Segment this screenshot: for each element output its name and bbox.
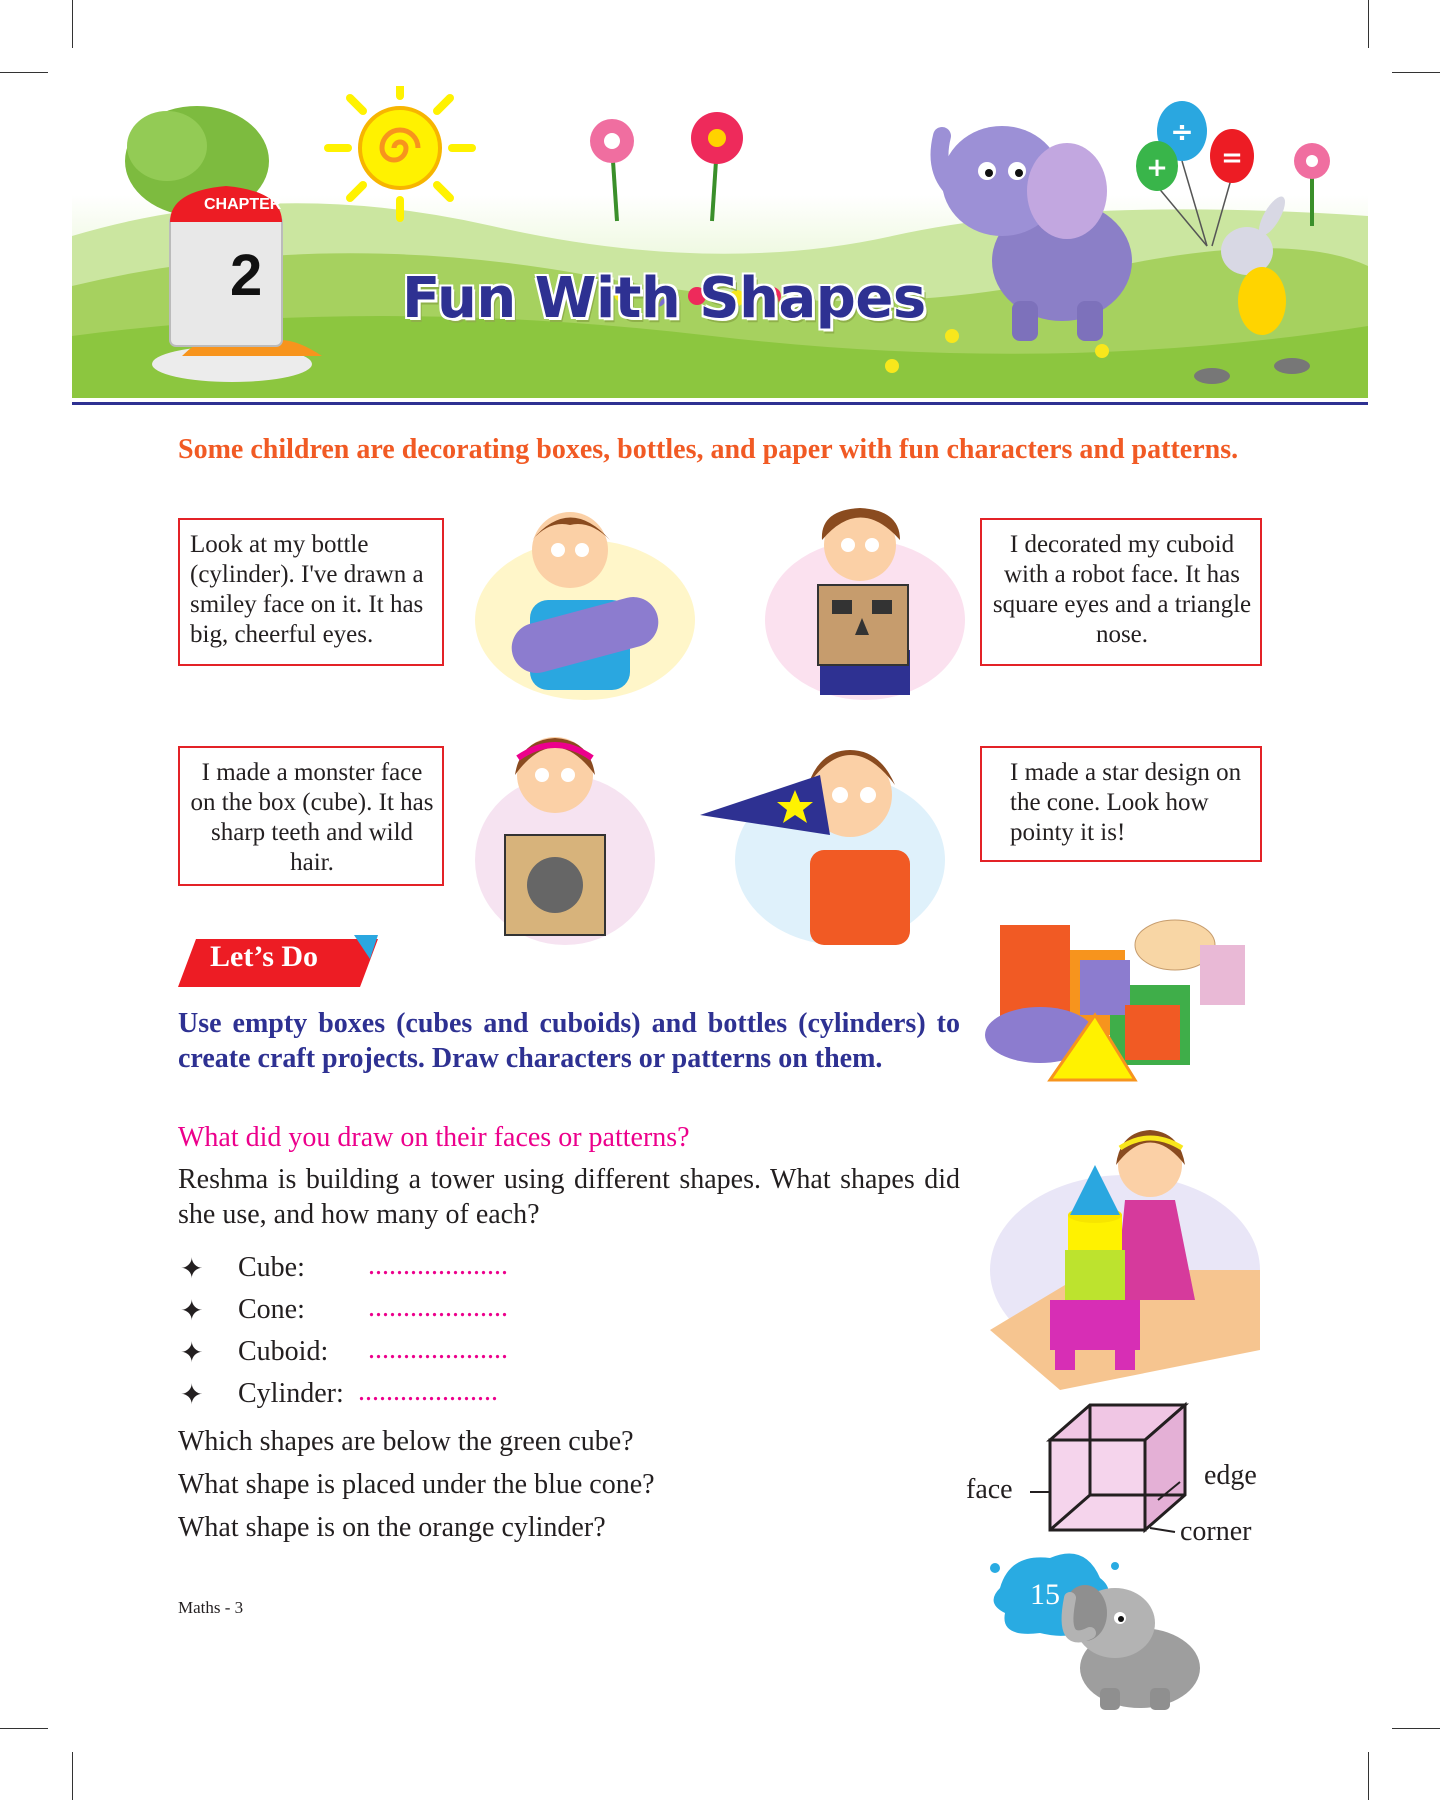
equals-sign: = [1221, 143, 1243, 173]
corner-label: corner [1180, 1516, 1252, 1547]
face-label: face [966, 1474, 1013, 1505]
list-item-cylinder [180, 1378, 580, 1414]
lets-do-label: Let’s Do [210, 940, 319, 973]
question-orange-cylinder: What shape is on the orange cylinder? [178, 1512, 606, 1543]
speech-text: Look at my bottle (cylinder). I've drawn a smiley face on it. It has big, cheerful eyes. [190, 531, 424, 648]
flower-icon [590, 119, 634, 221]
list-item-cube [180, 1252, 580, 1288]
speech-bubble-cuboid [980, 518, 1262, 666]
plus-sign: + [1146, 153, 1168, 183]
tower-question: Reshma is building a tower using different shapes. What shapes did she use, and how many of each? [178, 1164, 960, 1230]
crop-mark [1368, 0, 1369, 48]
sun-icon [328, 86, 472, 218]
question-blue-cone: What shape is placed under the blue cone? [178, 1469, 655, 1500]
decorated-boxes-illustration [980, 905, 1260, 1090]
boy-with-cone-illustration [700, 720, 950, 950]
shape-label: Cone: [238, 1294, 305, 1325]
reshma-tower-illustration [990, 1120, 1260, 1390]
crop-mark [72, 1752, 73, 1800]
star-bullet-icon: ✦ [180, 1296, 204, 1327]
shape-label: Cuboid: [238, 1336, 329, 1367]
pink-question: What did you draw on their faces or patterns? [178, 1122, 690, 1153]
speech-bubble-cube [178, 746, 444, 886]
chapter-label: CHAPTER [204, 196, 282, 213]
shape-label: Cylinder: [238, 1378, 344, 1409]
girl-with-cube-illustration [470, 720, 660, 950]
answer-blank[interactable]: .................... [358, 1376, 498, 1407]
crop-mark [72, 0, 73, 48]
edge-label: edge [1204, 1460, 1257, 1491]
divide-sign: ÷ [1170, 115, 1194, 148]
page-title: Fun With Shapes [402, 266, 926, 331]
chapter-number: 2 [230, 243, 263, 308]
star-bullet-icon: ✦ [180, 1380, 204, 1411]
crop-mark [0, 72, 48, 73]
question-green-cube: Which shapes are below the green cube? [178, 1426, 634, 1457]
girl-with-cuboid-illustration [760, 500, 970, 700]
crop-mark [1392, 1728, 1440, 1729]
banner-illustration [72, 86, 1368, 398]
header-rule [72, 402, 1368, 405]
page-number: 15 [1030, 1578, 1060, 1611]
list-item-cuboid [180, 1336, 580, 1372]
crop-mark [0, 1728, 48, 1729]
speech-text: I made a monster face on the box (cube). It has sharp teeth and wild hair. [190, 759, 434, 876]
star-bullet-icon: ✦ [180, 1338, 204, 1369]
answer-blank[interactable]: .................... [368, 1292, 508, 1323]
boy-with-cylinder-illustration [470, 500, 700, 700]
answer-blank[interactable]: .................... [368, 1334, 508, 1365]
intro-text: Some children are decorating boxes, bottles, and paper with fun characters and patterns. [178, 434, 1239, 465]
elephant-mascot-icon [990, 1548, 1220, 1713]
star-bullet-icon: ✦ [180, 1254, 204, 1285]
speech-bubble-cylinder [178, 518, 444, 666]
flower-icon [691, 112, 743, 221]
list-item-cone [180, 1294, 580, 1330]
speech-text: I decorated my cuboid with a robot face. It has square eyes and a triangle nose. [992, 531, 1252, 648]
speech-text: I made a star design on the cone. Look how pointy it is! [1010, 759, 1242, 846]
answer-blank[interactable]: .................... [368, 1250, 508, 1281]
book-footer: Maths - 3 [178, 1598, 244, 1617]
chapter-banner [72, 86, 1368, 398]
lets-do-instruction: Use empty boxes (cubes and cuboids) and bottles (cylinders) to create craft projects. Draw characters or patterns on them. [178, 1008, 960, 1074]
crop-mark [1368, 1752, 1369, 1800]
crop-mark [1392, 72, 1440, 73]
speech-bubble-cone [980, 746, 1262, 862]
shape-label: Cube: [238, 1252, 305, 1283]
